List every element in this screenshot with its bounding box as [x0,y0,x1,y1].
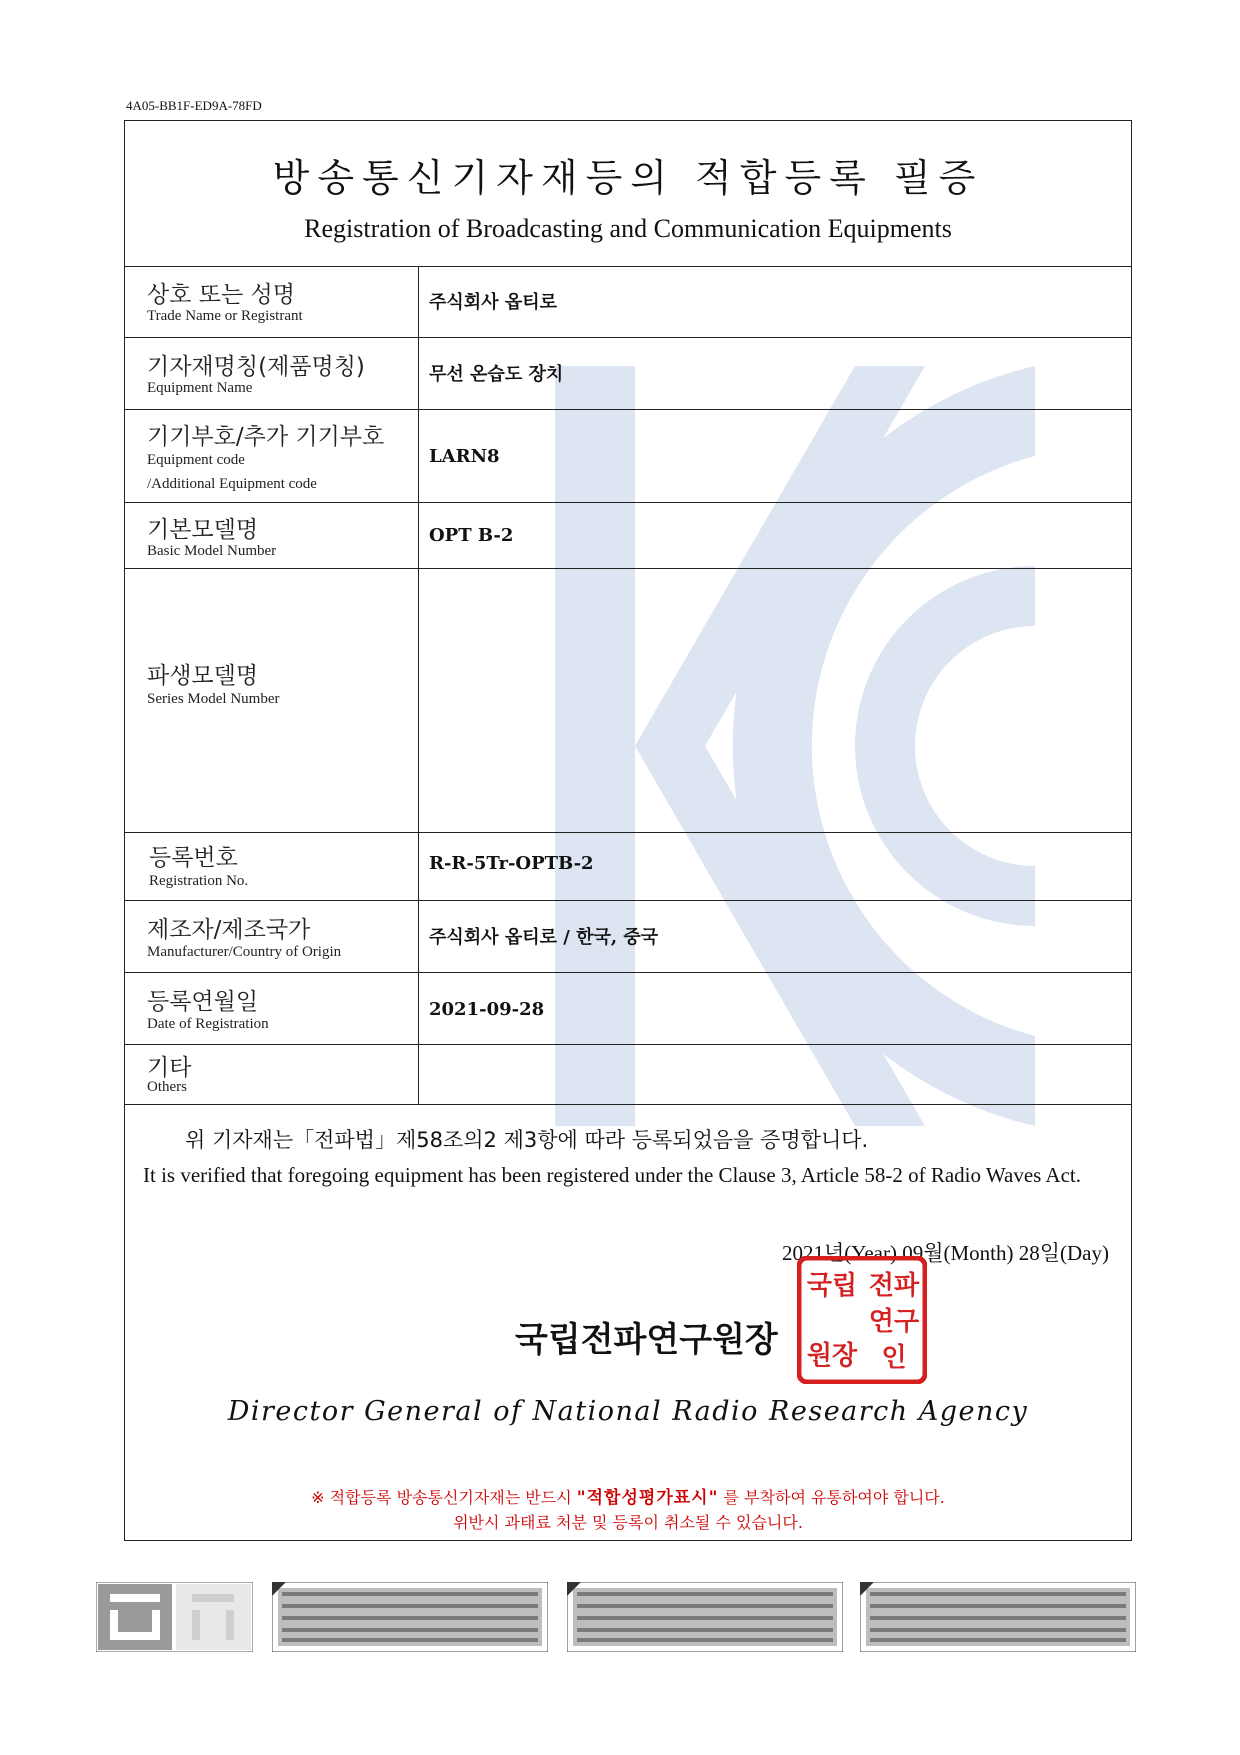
label-korean: 기자재명칭(제품명칭) [147,354,365,380]
notice-prefix: ※ 적합등록 방송통신기자재는 반드시 [311,1488,572,1507]
field-value: R-R-5Tr-OPTB-2 [429,853,594,874]
statement-korean: 위 기자재는「전파법」제58조의2 제3항에 따라 등록되었음을 증명합니다. [185,1128,869,1152]
field-label [125,833,419,900]
label-korean: 기타 [147,1055,192,1081]
label-korean: 기기부호/추가 기기부호 [147,424,385,450]
field-label [125,266,419,337]
seal-text: 전파 [868,1271,920,1301]
certificate-frame [124,120,1132,1541]
field-row-others [125,1045,1131,1105]
label-korean: 제조자/제조국가 [147,917,311,943]
label-korean: 상호 또는 성명 [147,282,295,308]
seal-text: 연구 [868,1307,920,1337]
official-seal-icon [797,1256,927,1384]
label-english: Series Model Number [147,691,280,707]
field-label [125,410,419,502]
label-english: Manufacturer/Country of Origin [147,944,342,960]
notice-line-2: 위반시 과태료 처분 및 등록이 취소될 수 있습니다. [453,1513,803,1532]
issue-date: 2021년(Year) 09월(Month) 28일(Day) [781,1241,1109,1265]
title-english: Registration of Broadcasting and Communication Equipments [304,214,952,243]
security-barcode-icon [272,1582,548,1652]
seal-text: 국립 [806,1271,858,1301]
security-barcode-icon [567,1582,843,1652]
signer-korean: 국립전파연구원장 [515,1320,778,1360]
statement-english: It is verified that foregoing equipment has been registered under the Clause 3, Article 58-2 of Radio Waves Act. [143,1163,1081,1187]
field-label [125,569,419,832]
field-label [125,901,419,972]
field-value: LARN8 [429,446,500,467]
notice-suffix: 를 부착하여 유통하여야 합니다. [723,1488,945,1507]
field-value: 주식회사 옵티로 [429,292,557,313]
label-english: Others [147,1079,187,1095]
field-row-basic-model [125,503,1131,569]
document-id: 4A05-BB1F-ED9A-78FD [126,98,262,113]
signer-english: Director General of National Radio Research Agency [227,1396,1029,1427]
field-row-registration-date [125,973,1131,1045]
label-korean: 등록연월일 [147,989,259,1015]
field-value: 무선 온습도 장치 [429,364,564,385]
original-stamp-barcode-icon [96,1582,253,1652]
label-english: Equipment Name [147,380,253,396]
field-row-series-model [125,569,1131,833]
title-korean: 방송통신기자재등의 적합등록 필증 [272,156,984,200]
label-english: Trade Name or Registrant [147,308,303,324]
label-english-additional: /Additional Equipment code [147,476,317,492]
label-korean: 파생모델명 [147,663,259,689]
security-barcode-icon [860,1582,1136,1652]
field-label [125,338,419,409]
field-row-manufacturer [125,901,1131,973]
title-section [125,121,1131,267]
field-label [125,973,419,1044]
label-korean: 등록번호 [149,845,238,871]
seal-text: 원장 [806,1341,858,1371]
notice-emphasis: "적합성평가표시" [576,1488,719,1508]
field-value: 2021-09-28 [429,999,545,1020]
field-row-equipment-name [125,338,1131,410]
field-row-equipment-code [125,410,1131,503]
field-label [125,503,419,568]
field-row-registration-no [125,833,1131,901]
notice-line-1 [125,1483,1131,1508]
field-value: 주식회사 옵티로 / 한국, 중국 [429,927,659,948]
label-english: Registration No. [149,873,249,889]
label-korean: 기본모델명 [147,517,259,543]
label-english: Basic Model Number [147,543,277,559]
field-value: OPT B-2 [429,525,514,546]
label-english: Date of Registration [147,1016,269,1032]
label-english: Equipment code [147,452,245,468]
field-row-trade-name [125,266,1131,338]
field-label [125,1045,419,1104]
seal-text: 인 [881,1343,907,1373]
